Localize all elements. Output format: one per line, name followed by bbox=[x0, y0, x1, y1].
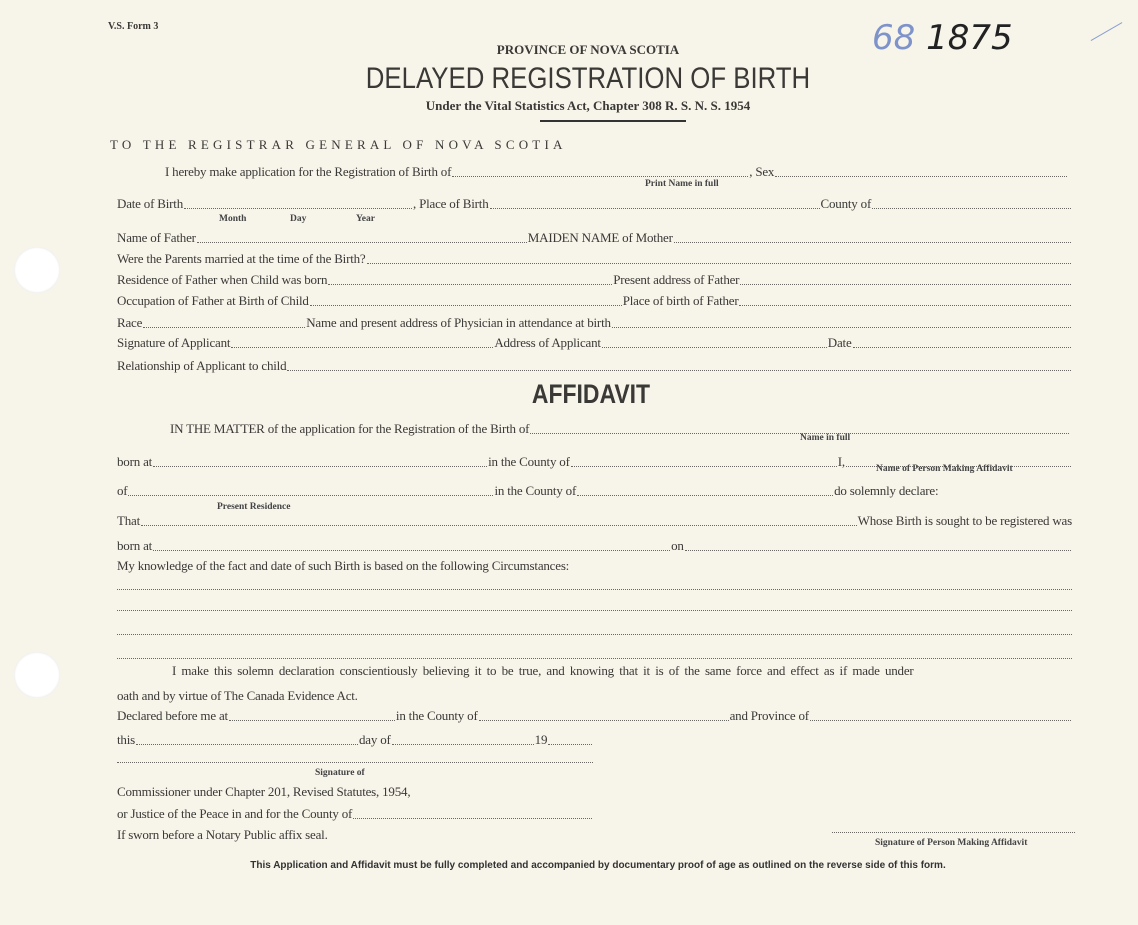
label: , Sex bbox=[749, 164, 775, 179]
row-married bbox=[117, 249, 1072, 267]
row-residence bbox=[117, 481, 1072, 499]
punch-hole bbox=[14, 652, 60, 698]
affidavit-heading: AFFIDAVIT bbox=[531, 379, 651, 409]
row-parents bbox=[117, 228, 1072, 246]
handwritten-number: 68 1875 bbox=[872, 18, 1013, 58]
form-number: V.S. Form 3 bbox=[108, 21, 159, 32]
parents-married-field[interactable] bbox=[367, 263, 1072, 264]
label: Signature of Applicant bbox=[117, 335, 231, 350]
label: Occupation of Father at Birth of Child bbox=[117, 293, 309, 308]
row-birth bbox=[117, 194, 1072, 212]
circumstances-line[interactable] bbox=[117, 589, 1072, 590]
label: I, bbox=[837, 454, 845, 469]
form-subtitle: Under the Vital Statistics Act, Chapter 308 R. S. N. S. 1954 bbox=[425, 98, 751, 113]
label: in the County of bbox=[395, 708, 478, 723]
applicant-address-field[interactable] bbox=[602, 347, 827, 348]
label: IN THE MATTER of the application for the Registration of the Birth of bbox=[170, 421, 530, 436]
date-field[interactable] bbox=[853, 347, 1071, 348]
hint: Year bbox=[356, 214, 375, 224]
circumstances-line[interactable] bbox=[117, 658, 1072, 659]
father-birthplace-field[interactable] bbox=[739, 305, 1071, 306]
province-heading: PROVINCE OF NOVA SCOTIA bbox=[496, 42, 680, 57]
label: If sworn before a Notary Public affix seal. bbox=[117, 827, 328, 842]
label: Declared before me at bbox=[117, 708, 228, 723]
label: MAIDEN NAME of Mother bbox=[527, 230, 673, 245]
row-justice bbox=[117, 804, 593, 822]
affiant-signature-line[interactable] bbox=[832, 832, 1075, 833]
label: born at bbox=[117, 454, 153, 469]
row-race bbox=[117, 313, 1072, 331]
label: in the County of bbox=[488, 454, 570, 469]
county-field[interactable] bbox=[571, 466, 837, 467]
label: My knowledge of the fact and date of such Birth is based on the following Circumstances: bbox=[117, 558, 570, 573]
punch-hole bbox=[14, 247, 60, 293]
child-name-field[interactable] bbox=[452, 176, 748, 177]
row-knowledge bbox=[117, 556, 1072, 574]
row-matter bbox=[170, 419, 1070, 437]
row-this-day bbox=[117, 730, 593, 748]
province-field[interactable] bbox=[810, 720, 1071, 721]
race-field[interactable] bbox=[143, 327, 305, 328]
label: Date of Birth bbox=[117, 196, 183, 211]
county-field[interactable] bbox=[872, 208, 1071, 209]
relationship-field[interactable] bbox=[287, 370, 1071, 371]
born-at-field[interactable] bbox=[153, 550, 670, 551]
row-declaration bbox=[172, 661, 1073, 679]
row-applicant-signature bbox=[117, 333, 1072, 351]
hint: Month bbox=[219, 214, 247, 224]
label: I hereby make application for the Registration of Birth of bbox=[165, 164, 452, 179]
label: of bbox=[117, 483, 128, 498]
day-field[interactable] bbox=[136, 744, 358, 745]
birth-date-field[interactable] bbox=[685, 550, 1071, 551]
label: Present address of Father bbox=[613, 272, 740, 287]
residence-county-field[interactable] bbox=[577, 495, 833, 496]
mother-maiden-name-field[interactable] bbox=[674, 242, 1071, 243]
row-declared bbox=[117, 706, 1072, 724]
label: on bbox=[671, 538, 684, 553]
label: Name and present address of Physician in attendance at birth bbox=[306, 315, 611, 330]
present-residence-field[interactable] bbox=[128, 495, 493, 496]
addressee: TO THE REGISTRAR GENERAL OF NOVA SCOTIA bbox=[110, 137, 567, 152]
label: , Place of Birth bbox=[413, 196, 489, 211]
footer-note: This Application and Affidavit must be fully completed and accompanied by documentary proof of age as outlined on the reverse side of this form. bbox=[250, 860, 946, 871]
label: and Province of bbox=[729, 708, 809, 723]
label: Were the Parents married at the time of the Birth? bbox=[117, 251, 366, 266]
circumstances-line[interactable] bbox=[117, 610, 1072, 611]
label: Address of Applicant bbox=[494, 335, 601, 350]
label: Date bbox=[827, 335, 852, 350]
physician-field[interactable] bbox=[612, 327, 1071, 328]
commissioner-signature-line[interactable] bbox=[117, 762, 593, 763]
label: or Justice of the Peace in and for the County of bbox=[117, 806, 353, 821]
label: born at bbox=[117, 538, 153, 553]
row-declaration-2 bbox=[117, 686, 1072, 704]
month-field[interactable] bbox=[392, 744, 534, 745]
label: Commissioner under Chapter 201, Revised Statutes, 1954, bbox=[117, 784, 411, 799]
hint: Print Name in full bbox=[645, 179, 719, 189]
hint: Day bbox=[290, 214, 307, 224]
label: do solemnly declare: bbox=[834, 483, 939, 498]
hint: Name in full bbox=[800, 433, 851, 443]
row-father-residence bbox=[117, 270, 1072, 288]
check-mark-icon bbox=[1084, 10, 1123, 41]
father-address-field[interactable] bbox=[740, 284, 1071, 285]
row-born-at-on bbox=[117, 536, 1072, 554]
row-commissioner bbox=[117, 782, 1072, 800]
row-father-occupation bbox=[117, 291, 1072, 309]
father-occupation-field[interactable] bbox=[310, 305, 622, 306]
circumstances-line[interactable] bbox=[117, 634, 1072, 635]
that-field[interactable] bbox=[141, 525, 857, 526]
justice-county-field[interactable] bbox=[353, 818, 592, 819]
row-that bbox=[117, 511, 1072, 529]
title-rule bbox=[540, 120, 686, 122]
sex-field[interactable] bbox=[775, 176, 1067, 177]
year-field[interactable] bbox=[548, 744, 592, 745]
declared-county-field[interactable] bbox=[479, 720, 729, 721]
label: Residence of Father when Child was born bbox=[117, 272, 328, 287]
declaration-text: I make this solemn declaration conscientiously believing it to be true, and knowing that it is of the same force and effect as if made under bbox=[172, 663, 914, 678]
declared-at-field[interactable] bbox=[229, 720, 395, 721]
born-at-field[interactable] bbox=[153, 466, 487, 467]
row-relationship bbox=[117, 356, 1072, 374]
applicant-signature-field[interactable] bbox=[231, 347, 493, 348]
father-name-field[interactable] bbox=[197, 242, 527, 243]
hint: Name of Person Making Affidavit bbox=[876, 464, 1013, 474]
declaration-text: oath and by virtue of The Canada Evidence Act. bbox=[117, 688, 358, 703]
label: day of bbox=[358, 732, 391, 747]
hint: Signature of Person Making Affidavit bbox=[875, 838, 1028, 848]
label: Relationship of Applicant to child bbox=[117, 358, 287, 373]
label: Name of Father bbox=[117, 230, 196, 245]
label: in the County of bbox=[494, 483, 577, 498]
label: 19 bbox=[534, 732, 548, 747]
label: That bbox=[117, 513, 141, 528]
place-of-birth-field[interactable] bbox=[490, 208, 820, 209]
hint: Present Residence bbox=[217, 502, 291, 512]
label: Place of birth of Father bbox=[622, 293, 739, 308]
date-of-birth-field[interactable] bbox=[184, 208, 412, 209]
label: Whose Birth is sought to be registered was bbox=[857, 513, 1072, 528]
row-applicant-name bbox=[165, 162, 1068, 180]
father-residence-field[interactable] bbox=[328, 284, 612, 285]
label: County of bbox=[820, 196, 872, 211]
form-title: DELAYED REGISTRATION OF BIRTH bbox=[365, 62, 811, 95]
label: this bbox=[117, 732, 135, 747]
hint: Signature of bbox=[315, 768, 365, 778]
label: Race bbox=[117, 315, 143, 330]
